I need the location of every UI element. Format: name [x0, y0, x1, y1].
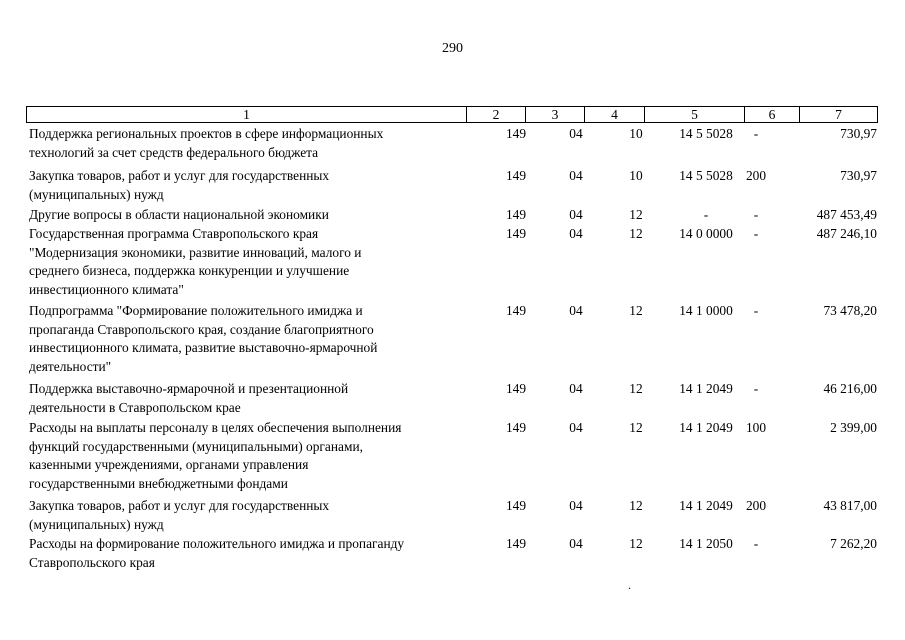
cell-target-article: 14 1 2050: [679, 536, 733, 551]
cell-ministry: 149: [505, 226, 527, 241]
cell-section: 04: [569, 168, 583, 183]
row-description: Другие вопросы в области национальной экономики: [29, 207, 329, 222]
cell-amount: 46 216,00: [823, 381, 877, 396]
cell-ministry: 149: [505, 207, 527, 222]
cell-section: 04: [569, 303, 583, 318]
cell-expense-type: 200: [745, 498, 767, 513]
cell-expense-type: -: [753, 126, 759, 141]
cell-expense-type: 100: [745, 420, 767, 435]
cell-ministry: 149: [505, 303, 527, 318]
cell-subsection: 12: [629, 536, 643, 551]
table-header: [26, 106, 878, 123]
cell-target-article: 14 1 0000: [679, 303, 733, 318]
cell-subsection: 12: [629, 207, 643, 222]
header-col-5: 5: [644, 106, 745, 123]
header-col-6: 6: [744, 106, 800, 123]
row-description: Государственная программа Ставропольского края "Модернизация экономики, развитие инноваций, малого и среднего бизнеса, поддержка конкуренции и улучшение инвестиционного климата": [29, 226, 362, 297]
cell-amount: 43 817,00: [823, 498, 877, 513]
cell-subsection: 10: [629, 126, 643, 141]
cell-section: 04: [569, 498, 583, 513]
cell-ministry: 149: [505, 168, 527, 183]
row-description: Закупка товаров, работ и услуг для государственных (муниципальных) нужд: [29, 498, 330, 532]
cell-subsection: 12: [629, 498, 643, 513]
row-description: Закупка товаров, работ и услуг для государственных (муниципальных) нужд: [29, 168, 330, 202]
cell-target-article: 14 0 0000: [679, 226, 733, 241]
cell-ministry: 149: [505, 420, 527, 435]
cell-ministry: 149: [505, 536, 527, 551]
row-description: Расходы на формирование положительного имиджа и пропаганду Ставропольского края: [29, 536, 405, 570]
row-description: Расходы на выплаты персоналу в целях обеспечения выполнения функций государственными (муниципальными) органами, казенными учреждениями, органами управления государственными внебюджетными фондами: [29, 420, 402, 491]
cell-expense-type: -: [753, 303, 759, 318]
cell-subsection: 10: [629, 168, 643, 183]
cell-ministry: 149: [505, 498, 527, 513]
cell-section: 04: [569, 536, 583, 551]
cell-target-article: -: [703, 207, 709, 222]
cell-section: 04: [569, 207, 583, 222]
cell-subsection: 12: [629, 420, 643, 435]
page-number: 290: [442, 41, 463, 56]
cell-section: 04: [569, 226, 583, 241]
cell-section: 04: [569, 126, 583, 141]
cell-amount: 730,97: [840, 168, 877, 183]
cell-amount: 73 478,20: [823, 303, 877, 318]
row-description: Поддержка выставочно-ярмарочной и презентационной деятельности в Ставропольском крае: [29, 381, 349, 415]
cell-expense-type: -: [753, 226, 759, 241]
stray-mark: .: [628, 578, 631, 592]
cell-target-article: 14 1 2049: [679, 381, 733, 396]
row-description: Поддержка региональных проектов в сфере информационных технологий за счет средств федерального бюджета: [29, 126, 384, 160]
cell-target-article: 14 5 5028: [679, 126, 733, 141]
row-description: Подпрограмма "Формирование положительного имиджа и пропаганда Ставропольского края, создание благоприятного инвестиционного климата, развитие выставочно-ярмарочной деятельности": [29, 303, 378, 374]
cell-expense-type: -: [753, 536, 759, 551]
cell-ministry: 149: [505, 126, 527, 141]
header-col-3: 3: [525, 106, 585, 123]
cell-subsection: 12: [629, 226, 643, 241]
header-col-4: 4: [584, 106, 645, 123]
header-col-7: 7: [799, 106, 878, 123]
cell-subsection: 12: [629, 381, 643, 396]
cell-amount: 487 453,49: [816, 207, 877, 222]
cell-amount: 730,97: [840, 126, 877, 141]
cell-subsection: 12: [629, 303, 643, 318]
cell-expense-type: -: [753, 207, 759, 222]
cell-amount: 7 262,20: [830, 536, 877, 551]
cell-target-article: 14 1 2049: [679, 498, 733, 513]
cell-target-article: 14 5 5028: [679, 168, 733, 183]
cell-expense-type: -: [753, 381, 759, 396]
cell-amount: 487 246,10: [816, 226, 877, 241]
cell-target-article: 14 1 2049: [679, 420, 733, 435]
header-col-2: 2: [466, 106, 526, 123]
header-col-1: 1: [26, 106, 467, 123]
cell-section: 04: [569, 420, 583, 435]
cell-section: 04: [569, 381, 583, 396]
cell-expense-type: 200: [745, 168, 767, 183]
cell-ministry: 149: [505, 381, 527, 396]
cell-amount: 2 399,00: [830, 420, 877, 435]
